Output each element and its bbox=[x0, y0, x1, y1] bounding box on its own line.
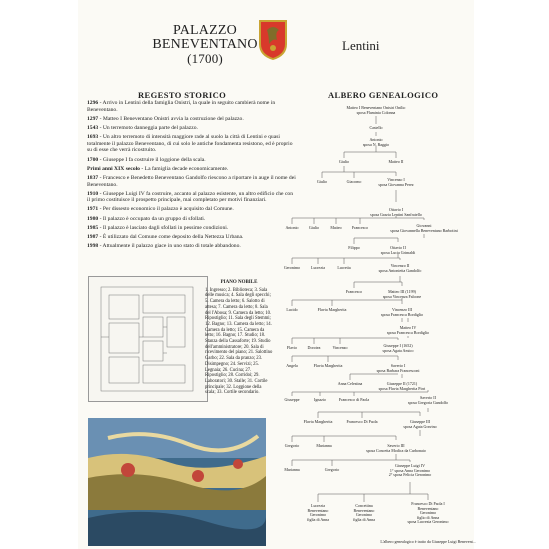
city-name: Lentini bbox=[342, 38, 380, 53]
genealogy-node: Gregorio bbox=[284, 443, 300, 448]
regesto-text: - Un altro terremoto di intensità maggiore rade al suolo la città di Lentini e quasi totalmente il palazzo Beneventano, di cui solo le antiche fondamenta resistono, ed è proprio su di esse che verrà ricostruito. bbox=[87, 134, 293, 154]
genealogy-node: Saverio I sposa Barbara Francesconi bbox=[376, 363, 420, 373]
regesto-year: Primi anni XIX secolo bbox=[87, 165, 142, 172]
regesto-list bbox=[87, 100, 297, 252]
regesto-year: 1297 bbox=[87, 115, 100, 122]
genealogy-node: Vincenzo bbox=[332, 345, 348, 350]
regesto-entry bbox=[87, 125, 297, 132]
regesto-text: - Un terremoto danneggia parte del palazzo. bbox=[99, 124, 198, 131]
genealogy-node: Matteo II bbox=[388, 159, 404, 164]
genealogy-node: Concettina Beneventano Geronimo figlia di Anna bbox=[353, 503, 375, 522]
regesto-text: - È utilizzato dal Comune come deposito della Nettezza Urbana. bbox=[99, 234, 244, 241]
genealogy-node: Dorotea bbox=[307, 345, 321, 350]
genealogy-node: Giuseppe Luigi IV 1° sposa Anna Geronimo 2° sposa Felicia Geronimo bbox=[388, 463, 432, 478]
genealogy-node: Ignazio bbox=[314, 397, 326, 402]
regesto-entry bbox=[87, 216, 297, 223]
genealogy-node: Antonio sposa N. Raggio bbox=[362, 137, 390, 147]
regesto-heading: REGESTO STORICO bbox=[138, 90, 227, 100]
genealogy-footnote: L'albero genealogico è tratto da Giuseppe Luigi Benevent... bbox=[380, 539, 476, 544]
genealogy-node: Giuseppe III sposa Agata Gravino bbox=[403, 419, 437, 429]
genealogy-node: Antonio bbox=[285, 225, 299, 230]
regesto-year: 1700 bbox=[87, 156, 100, 163]
piano-nobile-legend: PIANO NOBILE 1. Ingresso; 2. Biblioteca; 3. Sala delle musica; 4. Sala degli specchi; 5. Camera da letto; 6. Salotto di attesa; 7. Camera da letto; 8. Sala del l'Abosa; 9. Camera da letto; 10. Ripostiglio; 11. Sala degli Stemmi; 12. Bagno; 13. Camera da letto; 14. Camera da letto; 15. Camera da letto; 16. Bagno; 17. Studio; 18. Stanza della Cassaforte; 19. Studio dell'amministratore; 20. Sala di ricevimento del piano; 21. Salottino Garbo; 22. Sala da pranzo; 23. Disimpegno; 24. Servizi; 25. Legnaia; 26. Cucina; 27. Ripostiglio; 28. Corridoi; 29. Laboratori; 30. Stalle; 31. Cortile principale; 32. Loggione della scala; 33. Cortile secondario. bbox=[205, 280, 273, 396]
genealogy-node: Giovanni sposa Giovannella Beneventano Barbotini bbox=[390, 223, 458, 233]
genealogy-node: Giulio bbox=[308, 225, 320, 230]
regesto-entry bbox=[87, 134, 297, 154]
regesto-year: 1296 bbox=[87, 100, 100, 106]
genealogy-node: Marianna bbox=[316, 443, 332, 448]
genealogy-node: Lucrezia bbox=[311, 265, 325, 270]
regesto-text: - Per dissesto economico il palazzo è acquisito dal Comune. bbox=[99, 206, 234, 213]
page-title: PALAZZO BENEVENTANO (1700) bbox=[152, 23, 258, 66]
regesto-text: - Giuseppe I fa costruire il loggione della scala. bbox=[99, 156, 206, 163]
regesto-entry bbox=[87, 225, 297, 232]
genealogy-node: Vincenzo I sposa Giovanna Perez bbox=[378, 177, 414, 187]
genealogy-node: Anna Celestina bbox=[337, 381, 363, 386]
regesto-year: 1987 bbox=[87, 234, 100, 241]
genealogy-node: Giulio bbox=[338, 159, 350, 164]
regesto-text: - Il palazzo è occupato da un gruppo di sfollati. bbox=[99, 215, 206, 222]
regesto-year: 1543 bbox=[87, 124, 100, 131]
genealogy-node: Filippo bbox=[348, 245, 360, 250]
genealogy-node: Flavio bbox=[286, 345, 298, 350]
tree-connectors bbox=[278, 100, 474, 549]
regesto-text: - Arrivo in Lentini della famiglia Onistri, la quale in seguito cambierà nome in Beneventano. bbox=[87, 100, 276, 113]
genealogy-node: Flavia Margherita bbox=[317, 307, 347, 312]
regesto-year: 1693 bbox=[87, 134, 100, 141]
regesto-entry bbox=[87, 116, 297, 123]
regesto-entry bbox=[87, 100, 297, 113]
regesto-text: - La famiglia decade economicamente. bbox=[141, 165, 229, 172]
genealogy-node: Lucido bbox=[286, 307, 298, 312]
genealogy-node: Matteo I Beneventano Onistri Onilio sposa Flaminia Colonna bbox=[346, 105, 406, 115]
regesto-year: 1971 bbox=[87, 206, 100, 213]
crest-icon bbox=[257, 18, 289, 62]
regesto-entry bbox=[87, 191, 297, 204]
genealogy-node: Francesco di Paola bbox=[338, 397, 370, 402]
genealogy-node: Flavia Margherita bbox=[313, 363, 343, 368]
genealogy-node: Matteo bbox=[330, 225, 342, 230]
genealogy-node: Vincenzo III sposa Francesca Bordiglio bbox=[380, 307, 424, 317]
regesto-entry bbox=[87, 157, 297, 164]
genealogy-node: Francesco bbox=[345, 289, 363, 294]
regesto-year: 1980 bbox=[87, 215, 100, 222]
genealogy-node: Vincenzo II sposa Antonietta Gandolfo bbox=[378, 263, 422, 273]
fresco-photo bbox=[88, 418, 266, 546]
genealogy-node: Gregorio bbox=[324, 467, 340, 472]
regesto-entry bbox=[87, 234, 297, 241]
regesto-entry bbox=[87, 166, 297, 173]
regesto-text: - Il palazzo è lasciato dagli sfollati in pessime condizioni. bbox=[99, 224, 229, 231]
genealogy-node: Castello bbox=[369, 125, 383, 130]
genealogy-node: Giacomo bbox=[346, 179, 362, 184]
regesto-year: 1985 bbox=[87, 224, 100, 231]
regesto-text: - Matteo I Beneventano Onistri avvia la costruzione del palazzo. bbox=[99, 115, 244, 122]
genealogy-node: Ottavio I sposa Grazia Lentini Sanfratello bbox=[370, 207, 422, 217]
regesto-entry bbox=[87, 175, 297, 188]
genealogy-node: Angela bbox=[286, 363, 298, 368]
genealogy-node: Lucrezia Beneventano Geronimo figlia di Anna bbox=[307, 503, 329, 522]
regesto-year: 1837 bbox=[87, 174, 100, 181]
genealogy-node: Francesco bbox=[351, 225, 369, 230]
genealogy-node: Francesco Di Paola bbox=[346, 419, 378, 424]
genealogy-node: Francesco Di Paola I Beneventano Geronimo figlio di Anna sposa Lucrezia Geronimo bbox=[407, 501, 449, 525]
regesto-entry bbox=[87, 243, 297, 250]
regesto-year: 1910 bbox=[87, 190, 100, 197]
genealogy-node: Giuseppe II (1721) sposa Flavia Margherita Pirri bbox=[378, 381, 426, 391]
albero-heading: ALBERO GENEALOGICO bbox=[328, 90, 439, 100]
genealogy-node: Matteo III (1199) sposa Vincenza Falcone bbox=[382, 289, 422, 299]
regesto-text: - Attualmente il palazzo giace in uno stato di totale abbandono. bbox=[99, 243, 241, 250]
genealogy-node: Ottavio II sposa Lucia Grimaldi bbox=[380, 245, 416, 255]
genealogy-node: Flavia Margherita bbox=[303, 419, 333, 424]
genealogy-node: Marianna bbox=[284, 467, 300, 472]
genealogy-node: Saverio III sposa Concetta Modica da Carbonaio bbox=[366, 443, 426, 453]
genealogy-node: Giuseppe I (1652) sposa Agata Amico bbox=[382, 343, 414, 353]
genealogy-node: Giulio bbox=[316, 179, 328, 184]
genealogy-node: Geronimo bbox=[283, 265, 301, 270]
genealogy-node: Saverio II sposa Gregoria Gandolfo bbox=[407, 395, 449, 405]
regesto-entry bbox=[87, 206, 297, 213]
regesto-text: - Francesco e Benedetto Beneventano Gandolfo riescono a riportare in auge il nome dei Beneventano. bbox=[87, 174, 296, 188]
genealogy-node: Giuseppe bbox=[284, 397, 300, 402]
genealogy-tree bbox=[278, 100, 474, 549]
genealogy-node: Matteo IV sposa Francesca Bordiglio bbox=[386, 325, 430, 335]
regesto-text: - Giuseppe Luigi IV fa costruire, accanto al palazzo esistente, un altro edificio che con il primo costituisce il prospetto principale, mai completato per motivi finanziari. bbox=[87, 190, 294, 204]
floor-plan-image bbox=[88, 276, 208, 402]
genealogy-node: Lucretia bbox=[337, 265, 351, 270]
regesto-year: 1998 bbox=[87, 243, 100, 250]
